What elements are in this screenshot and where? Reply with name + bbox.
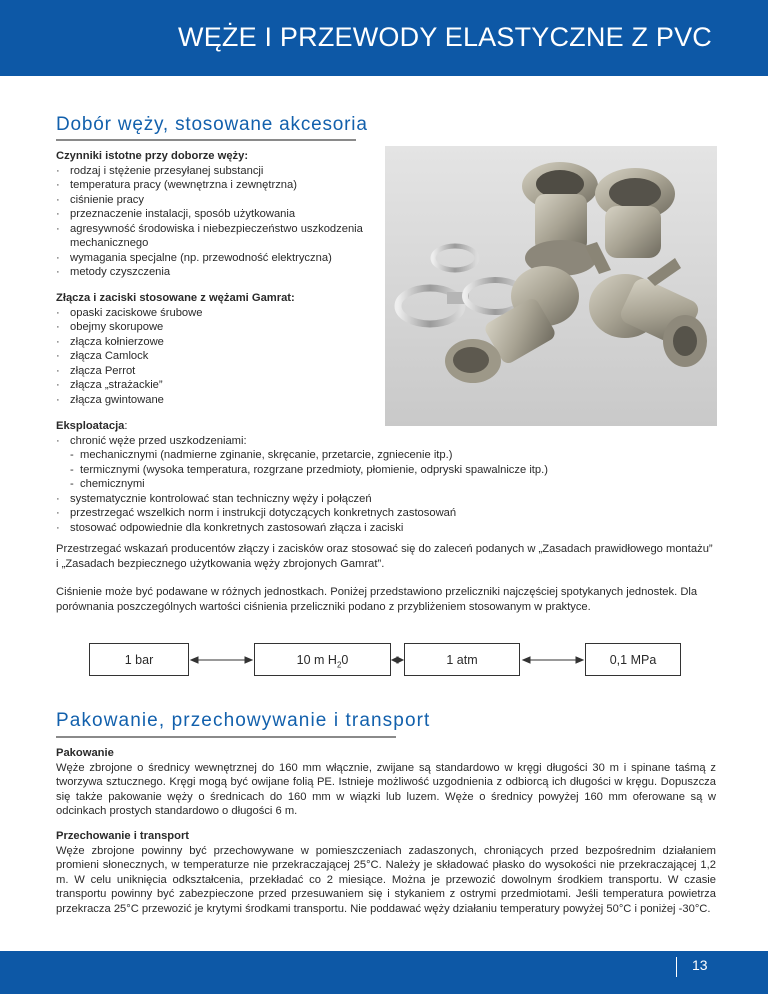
exploitation-heading-colon: : — [124, 420, 128, 432]
list-item: · złącza kołnierzowe — [56, 335, 376, 350]
double-arrow-icon — [392, 657, 403, 663]
exploitation-heading: Eksploatacja — [56, 420, 125, 432]
unit-water-main: 10 m H — [296, 653, 337, 667]
list-item: · metody czyszczenia — [56, 265, 376, 280]
unit-water-tail: 0 — [341, 653, 349, 667]
unit-box-bar: 1 bar — [89, 643, 189, 676]
list-item: · rodzaj i stężenie przesyłanej substancji — [56, 164, 376, 179]
hose-fittings-photo — [385, 146, 717, 426]
exploitation-guidelines — [56, 419, 716, 535]
exploitation-list — [56, 434, 716, 536]
manufacturer-warning-note: Przestrzegać wskazań producentów złączy i zacisków oraz stosować się do zaleceń podanych w „Zasadach prawidłowego montażu” i „Zasadach bezpiecznego użytkowania węży zbrojonych Gamrat”. — [56, 543, 713, 570]
list-item: · systematycznie kontrolować stan techniczny węży i połączeń — [56, 492, 716, 507]
connectors-heading: Złącza i zaciski stosowane z wężami Gamrat: — [56, 292, 295, 304]
list-item: · wymagania specjalne (np. przewodność elektryczna) — [56, 251, 376, 266]
list-item: · przeznaczenie instalacji, sposób użytkowania — [56, 207, 376, 222]
list-item — [56, 434, 716, 492]
page-number: 13 — [692, 957, 708, 973]
list-item: · obejmy skorupowe — [56, 320, 376, 335]
unit-conversion-arrows — [189, 650, 589, 670]
list-item: - chemicznymi — [56, 477, 716, 492]
pressure-units-note: Ciśnienie może być podawane w różnych jednostkach. Poniżej przedstawiono przeliczniki najczęściej spotykanych jednostek. Dla porównania poszczególnych wartości ciśnienia przeliczniki podano z przybliżeniem stosowanym w praktyce. — [56, 586, 698, 613]
section-title-packaging: Pakowanie, przechowywanie i transport — [56, 710, 431, 731]
connectors-clamps — [56, 291, 376, 407]
list-item: · złącza „strażackie” — [56, 378, 376, 393]
packaging-section — [56, 746, 716, 819]
storage-section — [56, 829, 716, 916]
page-footer — [0, 951, 768, 994]
selection-factors-list — [56, 164, 376, 280]
list-item: · złącza Camlock — [56, 349, 376, 364]
unit-water-sub: 2 — [336, 660, 342, 670]
section-title-hose-selection: Dobór węży, stosowane akcesoria — [56, 114, 368, 135]
double-arrow-icon — [191, 657, 252, 663]
page-title: WĘŻE I PRZEWODY ELASTYCZNE Z PVC — [178, 22, 712, 52]
connectors-list — [56, 306, 376, 408]
list-item: · opaski zaciskowe śrubowe — [56, 306, 376, 321]
section-divider — [56, 736, 396, 738]
list-item: · przestrzegać wszelkich norm i instrukcji dotyczących konkretnych zastosowań — [56, 506, 716, 521]
section-divider — [56, 139, 356, 141]
storage-heading: Przechowanie i transport — [56, 830, 190, 842]
list-item: · temperatura pracy (wewnętrzna i zewnętrzna) — [56, 178, 376, 193]
double-arrow-icon — [523, 657, 583, 663]
page-header — [0, 0, 768, 76]
list-item: · stosować odpowiednie dla konkretnych zastosowań złącza i zaciski — [56, 521, 716, 536]
damage-types-list — [56, 448, 716, 492]
list-item: · agresywność środowiska i niebezpieczeństwo uszkodzenia mechanicznego — [56, 222, 376, 251]
footer-separator — [676, 957, 677, 977]
list-item: - mechanicznymi (nadmierne zginanie, skręcanie, przetarcie, zgniecenie itp.) — [56, 448, 716, 463]
fittings-illustration — [385, 146, 717, 426]
list-item: · złącza gwintowane — [56, 393, 376, 408]
unit-box-atm: 1 atm — [404, 643, 520, 676]
packaging-text: Węże zbrojone o średnicy wewnętrznej do 160 mm włącznie, zwijane są standardowo w kręgi długości 30 m i spinane taśmą z tworzywa sztucznego. Kręgi mogą być owijane folią PE. Istnieje możliwość uzgodnienia z odbiorcą ich długości w kręgu. Dopuszcza się także pakowanie węży o średnicach do 160 mm w wiązki lub luzem. Węże o średnicy powyżej 160 mm oferowane są w odcinkach prostych standardowo o długości 6 m. — [56, 761, 716, 817]
storage-text: Węże zbrojone powinny być przechowywane w pomieszczeniach zadaszonych, chroniących przed bezpośrednim działaniem promieni słonecznych, w temperaturze nie przekraczającej 25°C. Należy je składować płasko do wysokości nie przekraczającej 1,2 m. W celu uniknięcia odkształcenia, przekładać co 2 miesiące. Można je przewozić dowolnym środkiem transportu. W czasie transportu powinny być zabezpieczone przed przesuwaniem się i stykaniem z ostrymi przedmiotami. Jeśli temperatura powietrza przekracza 25°C przewozić je krytymi środkami transportu. Nie poddawać węży działaniu temperatury powyżej 50°C i poniżej -30°C. — [56, 844, 716, 915]
selection-factors-heading: Czynniki istotne przy doborze węży: — [56, 150, 249, 162]
list-item: · ciśnienie pracy — [56, 193, 376, 208]
selection-factors — [56, 149, 376, 280]
list-item: · złącza Perrot — [56, 364, 376, 379]
unit-box-mpa: 0,1 MPa — [585, 643, 681, 676]
packaging-heading: Pakowanie — [56, 747, 114, 759]
list-item: - termicznymi (wysoka temperatura, rozgrzane przedmioty, płomienie, odpryski spawalnicze itp.) — [56, 463, 716, 478]
protect-item-text: chronić węże przed uszkodzeniami: — [70, 434, 247, 447]
